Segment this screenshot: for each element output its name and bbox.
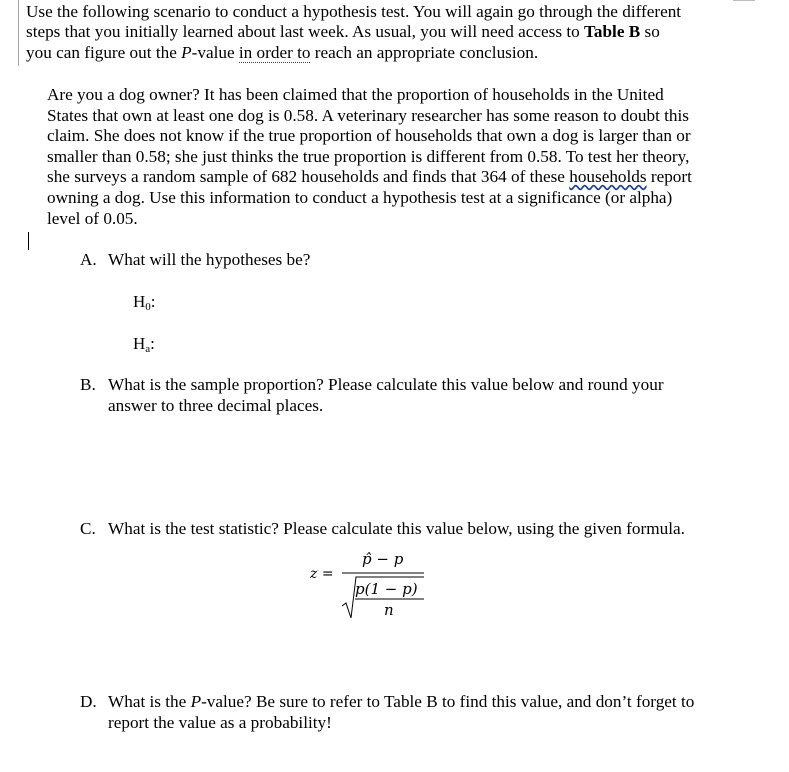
question-a-label: A. <box>80 250 97 269</box>
formula-numerator: p̂ − p <box>362 550 404 568</box>
grammar-flagged-phrase[interactable]: in order to <box>238 42 311 62</box>
formula-svg <box>306 548 436 622</box>
null-hypothesis-colon: : <box>150 292 156 311</box>
null-hypothesis-symbol: H <box>133 292 146 311</box>
test-statistic-formula <box>306 548 436 622</box>
question-a-text: What will the hypotheses be? <box>108 250 311 269</box>
alternative-hypothesis-subscript: a <box>145 343 151 355</box>
question-b <box>80 375 730 416</box>
question-d <box>80 692 760 733</box>
question-d-line-1-end: -value? Be sure to refer to Table B to find this value, and don’t forget to <box>201 692 695 711</box>
scenario-line-2: States that own at least one dog is 0.58. A veterinary researcher has some reason to doubt this <box>47 105 689 125</box>
intro-line-3-mid: -value <box>191 42 239 62</box>
spelling-flagged-word[interactable]: households <box>569 167 647 187</box>
question-d-p-italic: P <box>190 692 202 711</box>
alternative-hypothesis-symbol: H <box>133 334 146 353</box>
intro-line-3-end: reach an appropriate conclusion. <box>310 42 539 62</box>
question-d-line-2: report the value as a probability! <box>108 712 332 732</box>
formula-denominator-top: p(1 − p) <box>355 580 418 598</box>
scenario-line-5-end: report <box>646 167 692 187</box>
formula-denominator-bottom: n <box>384 601 394 619</box>
intro-line-3-text: you can figure out the <box>26 42 182 62</box>
scenario-line-5 <box>47 167 737 188</box>
alternative-hypothesis-colon: : <box>150 334 155 353</box>
question-a <box>80 250 310 271</box>
alternative-hypothesis[interactable] <box>133 334 155 355</box>
scenario-line-6: owning a dog. Use this information to conduct a hypothesis test at a significance (or alpha) <box>47 187 673 207</box>
null-hypothesis-subscript: 0 <box>145 301 151 313</box>
question-c-label: C. <box>80 519 96 538</box>
intro-line-1: Use the following scenario to conduct a hypothesis test. You will again go through the different <box>26 2 682 21</box>
scenario-paragraph <box>47 85 737 229</box>
intro-paragraph <box>26 2 746 63</box>
question-b-line-2: answer to three decimal places. <box>108 395 324 415</box>
scenario-line-1: Are you a dog owner? It has been claimed that the proportion of households in the United <box>47 85 664 104</box>
p-italic: P <box>181 42 192 62</box>
question-d-line-1-text: What is the <box>108 692 191 711</box>
formula-lhs: z = <box>310 566 334 582</box>
intro-line-2 <box>26 22 746 42</box>
scenario-line-5-text: she surveys a random sample of 682 households and finds that 364 of these <box>47 167 570 187</box>
question-b-label: B. <box>80 375 96 394</box>
question-c <box>80 519 760 540</box>
page-margin-line <box>18 0 19 66</box>
question-b-line-1: What is the sample proportion? Please calculate this value below and round your <box>108 375 664 394</box>
question-d-label: D. <box>80 692 97 711</box>
scenario-line-3: claim. She does not know if the true proportion of households that own a dog is larger than or <box>47 126 691 146</box>
scenario-line-4: smaller than 0.58; she just thinks the true proportion is different from 0.58. To test her theory, <box>47 146 690 166</box>
intro-line-2-end: so <box>640 22 660 42</box>
page-corner-mark <box>733 0 755 1</box>
question-c-text: What is the test statistic? Please calculate this value below, using the given formula. <box>108 519 685 538</box>
text-cursor <box>28 232 29 250</box>
scenario-line-7: level of 0.05. <box>47 208 138 228</box>
table-b-reference: Table B <box>584 22 641 42</box>
null-hypothesis[interactable] <box>133 292 156 313</box>
intro-line-2-text: steps that you initially learned about last week. As usual, you will need access to <box>26 22 584 42</box>
intro-line-3 <box>26 43 746 63</box>
